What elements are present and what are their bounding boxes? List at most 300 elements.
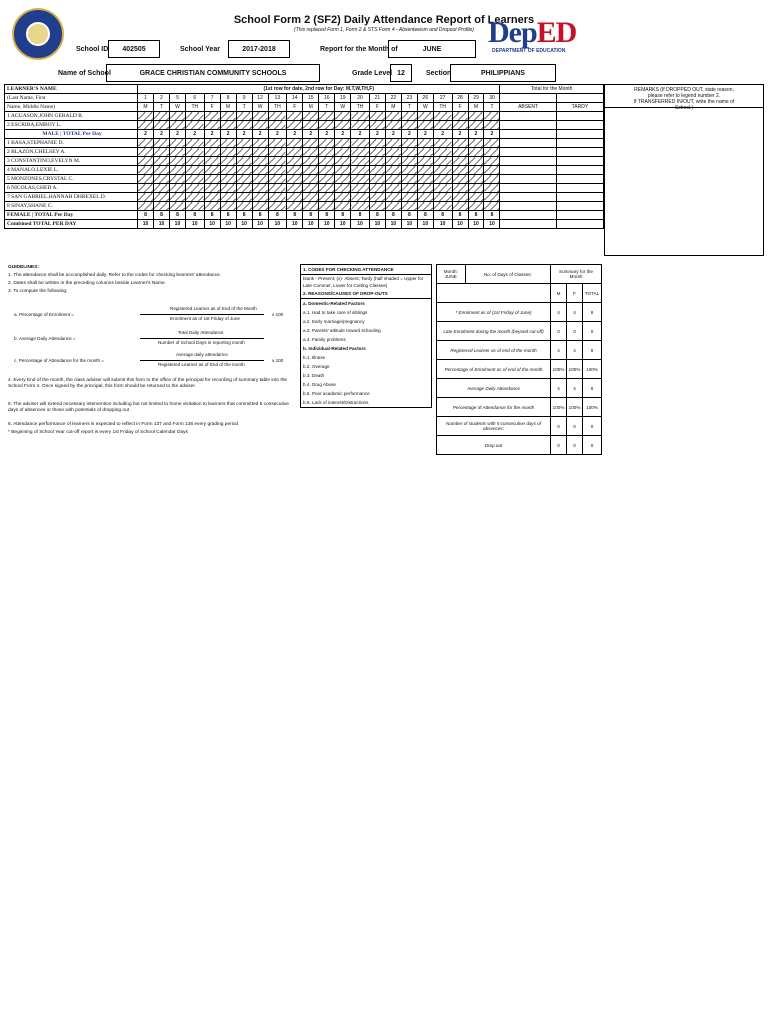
- summary-total: 100%: [583, 398, 602, 417]
- tardy-cell: [556, 112, 603, 121]
- learner-row: [5, 175, 604, 184]
- day-cell: T: [153, 103, 169, 112]
- summary-row: [437, 417, 602, 436]
- total-cell: 10: [185, 220, 204, 229]
- total-row: [5, 211, 604, 220]
- formula-b-label: b. Average Daily Attendance =: [14, 336, 76, 341]
- attendance-cell: [433, 184, 452, 193]
- date-cell: 30: [484, 94, 500, 103]
- school-year-field[interactable]: 2017-2018: [228, 40, 290, 58]
- attendance-cell: [185, 148, 204, 157]
- attendance-cell: [138, 193, 154, 202]
- section-label: Section: [426, 70, 452, 77]
- formula-bar: [140, 360, 264, 361]
- date-cell: 7: [204, 94, 220, 103]
- attendance-cell: [369, 175, 385, 184]
- summary-m: 4: [551, 379, 567, 398]
- day-cell: M: [468, 103, 484, 112]
- total-cell: 10: [268, 220, 287, 229]
- date-cell: 23: [401, 94, 417, 103]
- summary-m: 0: [551, 417, 567, 436]
- attendance-cell: [138, 139, 154, 148]
- attendance-cell: [433, 157, 452, 166]
- tardy-cell: [556, 157, 603, 166]
- date-cell: 6: [185, 94, 204, 103]
- attendance-cell: [252, 166, 268, 175]
- attendance-cell: [468, 166, 484, 175]
- attendance-cell: [138, 175, 154, 184]
- total-cell: 2: [236, 130, 252, 139]
- attendance-cell: [220, 202, 236, 211]
- attendance-cell: [468, 148, 484, 157]
- attendance-cell: [335, 175, 351, 184]
- attendance-cell: [236, 184, 252, 193]
- day-cell: F: [287, 103, 303, 112]
- reason-item: b.1. Illness: [303, 355, 325, 360]
- total-cell: 10: [138, 220, 154, 229]
- attendance-cell: [287, 184, 303, 193]
- attendance-cell: [484, 112, 500, 121]
- attendance-cell: [220, 175, 236, 184]
- attendance-cell: [385, 139, 401, 148]
- total-cell: 10: [236, 220, 252, 229]
- total-cell: 8: [335, 211, 351, 220]
- attendance-cell: [319, 139, 335, 148]
- total-cell: 2: [220, 130, 236, 139]
- attendance-cell: [236, 148, 252, 157]
- summary-desc: * Enrolment as of (1st Friday of June): [437, 303, 551, 322]
- day-cell: TH: [433, 103, 452, 112]
- total-cell: 10: [401, 220, 417, 229]
- attendance-cell: [287, 157, 303, 166]
- remarks-column: [604, 84, 764, 256]
- summary-f: 0: [567, 417, 583, 436]
- attendance-cell: [417, 193, 433, 202]
- formula-c-num: Average daily attendance: [176, 352, 228, 357]
- attendance-cell: [417, 202, 433, 211]
- attendance-cell: [433, 166, 452, 175]
- total-cell: 8: [169, 211, 185, 220]
- total-cell: 2: [385, 130, 401, 139]
- attendance-cell: [417, 148, 433, 157]
- date-cell: 1: [138, 94, 154, 103]
- total-cell: 2: [185, 130, 204, 139]
- summary-m: 4: [551, 341, 567, 360]
- attendance-cell: [401, 157, 417, 166]
- attendance-cell: [252, 112, 268, 121]
- attendance-cell: [185, 166, 204, 175]
- total-header: Total for the Month: [500, 85, 604, 94]
- summary-total: 8: [583, 303, 602, 322]
- summary-desc: Percentage of Attendance for the month: [437, 398, 551, 417]
- attendance-cell: [303, 121, 319, 130]
- attendance-cell: [401, 166, 417, 175]
- deped-logo: DepED: [488, 16, 577, 49]
- attendance-cell: [303, 157, 319, 166]
- date-cell: 29: [468, 94, 484, 103]
- learner-row: [5, 166, 604, 175]
- learner-name: 4 MANALO,LEXIE L.: [5, 166, 138, 175]
- attendance-cell: [369, 184, 385, 193]
- attendance-cell: [303, 139, 319, 148]
- attendance-cell: [484, 193, 500, 202]
- attendance-cell: [319, 184, 335, 193]
- summary-m: 100%: [551, 360, 567, 379]
- attendance-cell: [220, 139, 236, 148]
- attendance-cell: [236, 166, 252, 175]
- grade-label: Grade Level: [352, 70, 393, 77]
- attendance-cell: [319, 112, 335, 121]
- total-cell: 10: [433, 220, 452, 229]
- total-cell: 10: [335, 220, 351, 229]
- grade-field[interactable]: 12: [390, 64, 412, 82]
- attendance-cell: [351, 193, 370, 202]
- guideline-item-6: 6. Attendance performance of learners is expected to reflect in Form 137 and Form 138 every grading period: [8, 422, 239, 427]
- total-cell: 8: [268, 211, 287, 220]
- attendance-cell: [220, 184, 236, 193]
- total-label: MALE | TOTAL Per Day: [5, 130, 138, 139]
- summary-total: 0: [583, 417, 602, 436]
- reason-item: b.2. Overage: [303, 364, 330, 369]
- total-label: Combined TOTAL PER DAY: [5, 220, 138, 229]
- attendance-cell: [252, 121, 268, 130]
- school-id-label: School ID: [76, 46, 109, 53]
- day-cell: M: [303, 103, 319, 112]
- attendance-cell: [204, 148, 220, 157]
- attendance-cell: [153, 148, 169, 157]
- guideline-item: 3. To compute the following:: [8, 289, 68, 294]
- total-cell: 10: [287, 220, 303, 229]
- absent-cell: [500, 94, 556, 103]
- attendance-cell: [236, 112, 252, 121]
- absent-cell: [500, 202, 556, 211]
- summary-m: 0: [551, 436, 567, 455]
- learner-name: 2 ESCRIBA,EMBOY L.: [5, 121, 138, 130]
- attendance-cell: [452, 175, 468, 184]
- total-cell: 2: [351, 130, 370, 139]
- attendance-cell: [319, 148, 335, 157]
- total-cell: 2: [401, 130, 417, 139]
- attendance-cell: [319, 202, 335, 211]
- tardy-cell: [556, 130, 603, 139]
- school-name-field[interactable]: GRACE CHRISTIAN COMMUNITY SCHOOLS: [106, 64, 320, 82]
- attendance-cell: [468, 202, 484, 211]
- attendance-cell: [169, 112, 185, 121]
- day-cell: W: [335, 103, 351, 112]
- date-cell: 2: [153, 94, 169, 103]
- attendance-cell: [169, 139, 185, 148]
- total-cell: 10: [220, 220, 236, 229]
- attendance-cell: [433, 193, 452, 202]
- day-cell: F: [369, 103, 385, 112]
- attendance-cell: [287, 202, 303, 211]
- total-cell: 2: [138, 130, 154, 139]
- attendance-cell: [303, 184, 319, 193]
- summary-col-f: F: [567, 284, 583, 303]
- day-cell: F: [204, 103, 220, 112]
- summary-desc: Drop out: [437, 436, 551, 455]
- total-cell: 2: [369, 130, 385, 139]
- attendance-cell: [252, 184, 268, 193]
- attendance-cell: [252, 139, 268, 148]
- month-label: Report for the Month of: [320, 46, 398, 53]
- summary-f: 0: [567, 322, 583, 341]
- section-field[interactable]: PHILIPPIANS: [450, 64, 556, 82]
- attendance-cell: [335, 121, 351, 130]
- summary-f: 100%: [567, 360, 583, 379]
- attendance-cell: [417, 166, 433, 175]
- attendance-cell: [385, 184, 401, 193]
- attendance-cell: [287, 121, 303, 130]
- total-cell: 8: [303, 211, 319, 220]
- learner-name: 6 NICOLAS,CHED A.: [5, 184, 138, 193]
- date-cell: 15: [303, 94, 319, 103]
- attendance-cell: [236, 175, 252, 184]
- attendance-cell: [169, 175, 185, 184]
- attendance-cell: [401, 184, 417, 193]
- formula-x100: x 100: [272, 358, 284, 363]
- attendance-cell: [153, 166, 169, 175]
- reason-item: a.2. Early marriage/pregnancy: [303, 319, 365, 324]
- attendance-cell: [287, 175, 303, 184]
- attendance-cell: [287, 139, 303, 148]
- total-cell: 10: [369, 220, 385, 229]
- formula-c-label: c. Percentage of Attendance for the month =: [14, 358, 105, 363]
- total-cell: 2: [287, 130, 303, 139]
- attendance-cell: [268, 193, 287, 202]
- attendance-cell: [484, 166, 500, 175]
- attendance-cell: [433, 175, 452, 184]
- individual-factors: b. Individual-Related Factors: [303, 346, 366, 351]
- attendance-cell: [138, 112, 154, 121]
- summary-month-cell: Month: JUNE: [437, 265, 466, 284]
- guidelines-title: GUIDELINES:: [8, 265, 39, 270]
- absent-header: ABSENT: [500, 103, 556, 112]
- absent-cell: [500, 211, 556, 220]
- tardy-cell: [556, 94, 603, 103]
- tardy-cell: [556, 166, 603, 175]
- attendance-cell: [138, 121, 154, 130]
- attendance-cell: [287, 166, 303, 175]
- attendance-cell: [153, 184, 169, 193]
- absent-cell: [500, 148, 556, 157]
- attendance-cell: [385, 112, 401, 121]
- reason-item: a.4. Family problems: [303, 337, 346, 342]
- total-cell: 2: [417, 130, 433, 139]
- attendance-cell: [153, 202, 169, 211]
- guidelines: [8, 264, 298, 296]
- total-cell: 8: [138, 211, 154, 220]
- attendance-cell: [319, 157, 335, 166]
- tardy-cell: [556, 220, 603, 229]
- summary-row: [437, 360, 602, 379]
- attendance-cell: [268, 175, 287, 184]
- summary-total: 0: [583, 322, 602, 341]
- total-cell: 8: [319, 211, 335, 220]
- reason-item: a.1. Had to take care of siblings: [303, 310, 368, 315]
- total-row: [5, 220, 604, 229]
- attendance-cell: [351, 112, 370, 121]
- attendance-cell: [417, 112, 433, 121]
- guideline-item-4: 4. Every End of the month, the class adviser will submit this form to the office of the principal for recording of summary table into the School Form 4. Once signed by the principal, this form should be returned to the adviser.: [8, 378, 288, 389]
- attendance-cell: [351, 157, 370, 166]
- attendance-cell: [268, 166, 287, 175]
- total-cell: 8: [417, 211, 433, 220]
- total-cell: 8: [351, 211, 370, 220]
- learner-row: [5, 121, 604, 130]
- attendance-cell: [351, 175, 370, 184]
- attendance-cell: [169, 193, 185, 202]
- attendance-cell: [335, 148, 351, 157]
- attendance-cell: [268, 157, 287, 166]
- day-cell: T: [236, 103, 252, 112]
- formula-a-num: Registered Learner as of End of the Month: [170, 306, 257, 311]
- formula-bar: [140, 338, 264, 339]
- attendance-cell: [369, 166, 385, 175]
- attendance-cell: [287, 193, 303, 202]
- summary-row: [437, 379, 602, 398]
- formula-bar: [140, 314, 264, 315]
- attendance-cell: [252, 157, 268, 166]
- learner-name: 5 MONZONES,CRYSTAL C.: [5, 175, 138, 184]
- total-cell: 10: [303, 220, 319, 229]
- attendance-cell: [268, 139, 287, 148]
- summary-total: 8: [583, 379, 602, 398]
- formula-b-den: Number of School Days in reporting month: [158, 340, 245, 345]
- tardy-cell: [556, 184, 603, 193]
- attendance-cell: [401, 148, 417, 157]
- total-cell: 8: [287, 211, 303, 220]
- attendance-cell: [433, 121, 452, 130]
- total-cell: 2: [335, 130, 351, 139]
- attendance-cell: [169, 184, 185, 193]
- attendance-cell: [204, 184, 220, 193]
- day-cell: M: [220, 103, 236, 112]
- attendance-cell: [204, 112, 220, 121]
- total-cell: 8: [220, 211, 236, 220]
- learner-row: [5, 148, 604, 157]
- tardy-cell: [556, 193, 603, 202]
- attendance-cell: [433, 202, 452, 211]
- total-cell: 8: [252, 211, 268, 220]
- summary-row: [437, 303, 602, 322]
- absent-cell: [500, 130, 556, 139]
- attendance-cell: [369, 202, 385, 211]
- attendance-cell: [452, 157, 468, 166]
- form-subtitle: (This replaced Form 1, Form 2 & STS Form 4 - Absenteeism and Dropout Profile): [294, 27, 474, 33]
- attendance-cell: [185, 121, 204, 130]
- attendance-cell: [185, 139, 204, 148]
- summary-m: 0: [551, 322, 567, 341]
- attendance-cell: [169, 166, 185, 175]
- attendance-cell: [484, 121, 500, 130]
- summary-row: [437, 398, 602, 417]
- attendance-cell: [468, 121, 484, 130]
- attendance-cell: [351, 166, 370, 175]
- attendance-cell: [369, 157, 385, 166]
- attendance-cell: [153, 139, 169, 148]
- domestic-factors: a. Domestic-Related Factors: [303, 301, 365, 306]
- formula-a-den: Enrolment as of 1st Friday of June: [170, 316, 240, 321]
- date-cell: 20: [351, 94, 370, 103]
- attendance-cell: [351, 184, 370, 193]
- summary-days-label: No. of Days of Classes:: [465, 265, 550, 284]
- attendance-cell: [220, 121, 236, 130]
- attendance-cell: [303, 202, 319, 211]
- summary-desc: Registered Learner as of end of the month: [437, 341, 551, 360]
- total-label: FEMALE | TOTAL Per Day: [5, 211, 138, 220]
- total-cell: 8: [484, 211, 500, 220]
- learner-name: 2 BLAZON,CHELSEY A.: [5, 148, 138, 157]
- attendance-cell: [433, 148, 452, 157]
- learner-name-header: LEARNER'S NAME: [5, 85, 138, 94]
- attendance-cell: [385, 175, 401, 184]
- attendance-cell: [335, 166, 351, 175]
- attendance-cell: [138, 166, 154, 175]
- tardy-cell: [556, 211, 603, 220]
- total-cell: 10: [351, 220, 370, 229]
- absent-cell: [500, 166, 556, 175]
- attendance-cell: [351, 139, 370, 148]
- deped-logo-sub: DEPARTMENT OF EDUCATION: [492, 48, 566, 54]
- attendance-cell: [185, 175, 204, 184]
- date-cell: 16: [319, 94, 335, 103]
- month-field[interactable]: JUNE: [388, 40, 476, 58]
- total-cell: 2: [153, 130, 169, 139]
- tardy-cell: [556, 121, 603, 130]
- attendance-cell: [468, 157, 484, 166]
- attendance-cell: [268, 121, 287, 130]
- learner-row: [5, 202, 604, 211]
- attendance-cell: [385, 193, 401, 202]
- day-cell: TH: [185, 103, 204, 112]
- summary-f: 100%: [567, 398, 583, 417]
- learner-row: [5, 184, 604, 193]
- reason-item: b.4. Drug Abuse: [303, 382, 336, 387]
- attendance-cell: [452, 139, 468, 148]
- attendance-cell: [220, 112, 236, 121]
- attendance-cell: [303, 175, 319, 184]
- day-cell: F: [452, 103, 468, 112]
- attendance-cell: [204, 193, 220, 202]
- attendance-cell: [153, 193, 169, 202]
- absent-cell: [500, 175, 556, 184]
- attendance-cell: [369, 139, 385, 148]
- attendance-cell: [204, 202, 220, 211]
- attendance-cell: [153, 157, 169, 166]
- school-year-label: School Year: [180, 46, 220, 53]
- summary-f: 4: [567, 303, 583, 322]
- date-cell: 22: [385, 94, 401, 103]
- attendance-cell: [220, 193, 236, 202]
- school-id-field[interactable]: 402505: [108, 40, 160, 58]
- attendance-cell: [335, 193, 351, 202]
- attendance-cell: [303, 166, 319, 175]
- attendance-cell: [138, 184, 154, 193]
- total-cell: 10: [169, 220, 185, 229]
- date-cell: 26: [417, 94, 433, 103]
- attendance-cell: [351, 121, 370, 130]
- learner-row: [5, 112, 604, 121]
- attendance-cell: [468, 184, 484, 193]
- date-cell: 5: [169, 94, 185, 103]
- total-cell: 2: [433, 130, 452, 139]
- attendance-cell: [401, 112, 417, 121]
- formula-c-den: Registered Learner as of End of the month: [158, 362, 245, 367]
- tardy-cell: [556, 202, 603, 211]
- attendance-cell: [252, 202, 268, 211]
- date-cell: 9: [236, 94, 252, 103]
